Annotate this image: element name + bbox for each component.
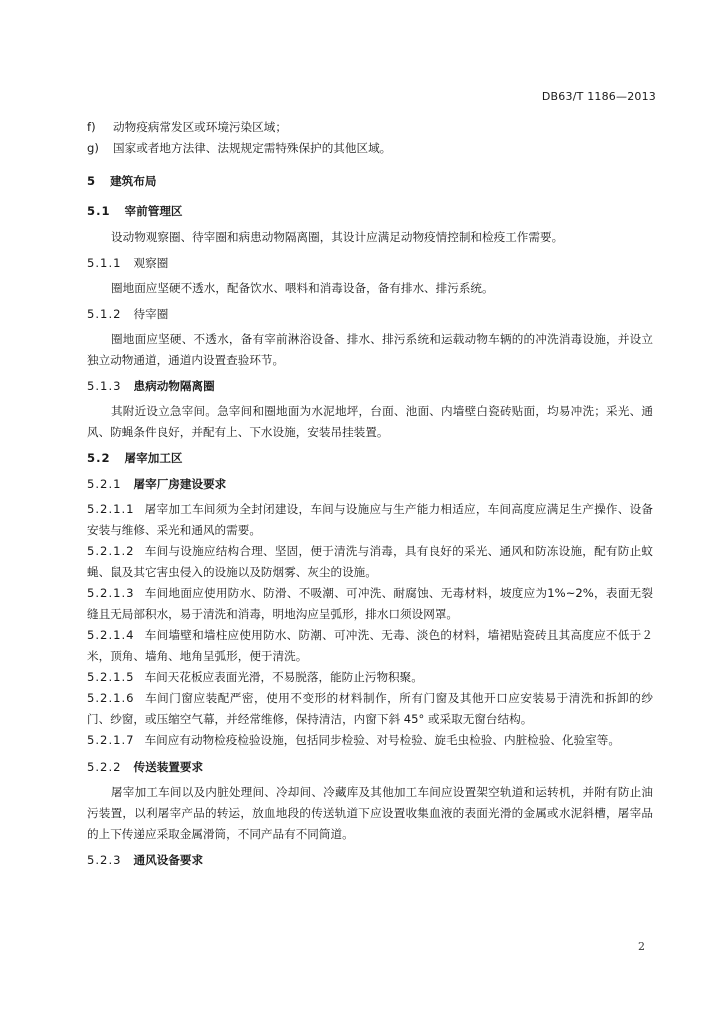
- paragraph: 屠宰加工车间以及内脏处理间、冷却间、冷藏库及其他加工车间应设置架空轨道和运转机，并附有防止油污装置，以利屠宰产品的转运，放血地段的传送轨道下应设置收集血液的表面光滑的金属或水泥斜槽，屠宰品的上下传递应采取金属滑筒，不同产品有不同筒道。: [87, 785, 653, 841]
- clause-title: 待宰圈: [133, 307, 169, 321]
- sub-clause-text: 车间天花板应表面光滑，不易脱落，能防止污物积聚。: [144, 670, 423, 684]
- section-heading: [87, 171, 653, 192]
- sub-clause: [87, 625, 653, 667]
- sub-clause-text: 车间应有动物检疫检验设施，包括同步检验、对号检验、旋毛虫检验、内脏检验、化验室等。: [144, 733, 620, 747]
- standard-code-header: DB63/T 1186—2013: [541, 90, 656, 103]
- sub-clause: [87, 667, 653, 688]
- subsection-number: 5.1: [87, 204, 111, 218]
- list-item-text: 动物疫病常发区或环境污染区域；: [113, 120, 287, 134]
- clause-heading: [87, 376, 653, 397]
- clause-number: 5.2.2: [87, 760, 122, 774]
- paragraph: 设动物观察圈、待宰圈和病患动物隔离圈，其设计应满足动物疫情控制和检疫工作需要。: [111, 230, 564, 244]
- clause-title: 传送装置要求: [133, 760, 204, 774]
- list-marker: g): [87, 141, 99, 155]
- clause-heading: [87, 474, 653, 495]
- clause-title: 通风设备要求: [133, 853, 204, 867]
- subsection-title: 屠宰加工区: [124, 451, 183, 465]
- sub-clause: [87, 499, 653, 541]
- paragraph: 圈地面应坚硬不透水，配备饮水、喂料和消毒设备，备有排水、排污系统。: [111, 281, 494, 295]
- clause-number: 5.1.3: [87, 379, 122, 393]
- sub-clause-number: 5.2.1.2: [87, 544, 135, 558]
- sub-clause-text: 车间门窗应装配严密，使用不变形的材料制作，所有门窗及其他开口应安装易于清洗和拆卸的纱门、纱窗，或压缩空气幕，并经常维修，保持清洁，内窗下斜 45° 或采取无窗台结构。: [87, 691, 653, 726]
- page-number: 2: [638, 940, 645, 953]
- page-content: [87, 117, 653, 875]
- clause-number: 5.1.1: [87, 256, 122, 270]
- sub-clause-text: 车间与设施应结构合理、坚固，便于清洗与消毒，具有良好的采光、通风和防冻设施，配有防止蚊蝇、鼠及其它害虫侵入的设施以及防烟雾、灰尘的设施。: [87, 544, 653, 579]
- sub-clause-number: 5.2.1.3: [87, 586, 135, 600]
- clause-heading: [87, 304, 653, 325]
- sub-clause: [87, 730, 653, 751]
- sub-clause-number: 5.2.1.7: [87, 733, 135, 747]
- paragraph: 其附近设立急宰间。急宰间和圈地面为水泥地坪，台面、池面、内墙壁白瓷砖贴面，均易冲洗；采光、通风、防蝇条件良好，并配有上、下水设施，安装吊挂装置。: [87, 404, 653, 439]
- clause-heading: [87, 850, 653, 871]
- section-number: 5: [87, 174, 97, 188]
- sub-clause-number: 5.2.1.6: [87, 691, 135, 705]
- list-item-text: 国家或者地方法律、法规规定需特殊保护的其他区域。: [113, 141, 392, 155]
- list-marker: f): [87, 120, 96, 134]
- sub-clause-number: 5.2.1.1: [87, 502, 135, 516]
- list-item: [87, 138, 653, 159]
- clause-number: 5.1.2: [87, 307, 122, 321]
- sub-clause: [87, 583, 653, 625]
- paragraph: 圈地面应坚硬、不透水，备有宰前淋浴设备、排水、排污系统和运载动物车辆的的冲洗消毒设施，并设立独立动物通道，通道内设置查验环节。: [87, 332, 653, 367]
- clause-number: 5.2.1: [87, 477, 122, 491]
- sub-clause-number: 5.2.1.5: [87, 670, 135, 684]
- subsection-heading: [87, 448, 653, 469]
- clause-heading: [87, 757, 653, 778]
- clause-list: [87, 499, 653, 751]
- sub-clause-text: 车间地面应使用防水、防滑、不吸潮、可冲洗、耐腐蚀、无毒材料，坡度应为1%~2%，表面无裂缝且无局部积水，易于清洗和消毒，明地沟应呈弧形，排水口须设网罩。: [87, 586, 653, 621]
- list-item: [87, 117, 653, 138]
- subsection-title: 宰前管理区: [124, 204, 183, 218]
- sub-clause-number: 5.2.1.4: [87, 628, 135, 642]
- sub-clause: [87, 688, 653, 730]
- clause-title: 患病动物隔离圈: [133, 379, 215, 393]
- clause-heading: [87, 253, 653, 274]
- sub-clause-text: 屠宰加工车间须为全封闭建设，车间与设施应与生产能力相适应，车间高度应满足生产操作、设备安装与维修、采光和通风的需要。: [87, 502, 653, 537]
- clause-number: 5.2.3: [87, 853, 122, 867]
- clause-title: 观察圈: [133, 256, 169, 270]
- sub-clause: [87, 541, 653, 583]
- subsection-heading: [87, 201, 653, 222]
- clause-title: 屠宰厂房建设要求: [133, 477, 227, 491]
- sub-clause-text: 车间墙壁和墙柱应使用防水、防潮、可冲洗、无毒、淡色的材料，墙裙贴瓷砖且其高度应不低于２米，顶角、墙角、地角呈弧形，便于清洗。: [87, 628, 653, 663]
- section-title: 建筑布局: [110, 174, 157, 188]
- subsection-number: 5.2: [87, 451, 111, 465]
